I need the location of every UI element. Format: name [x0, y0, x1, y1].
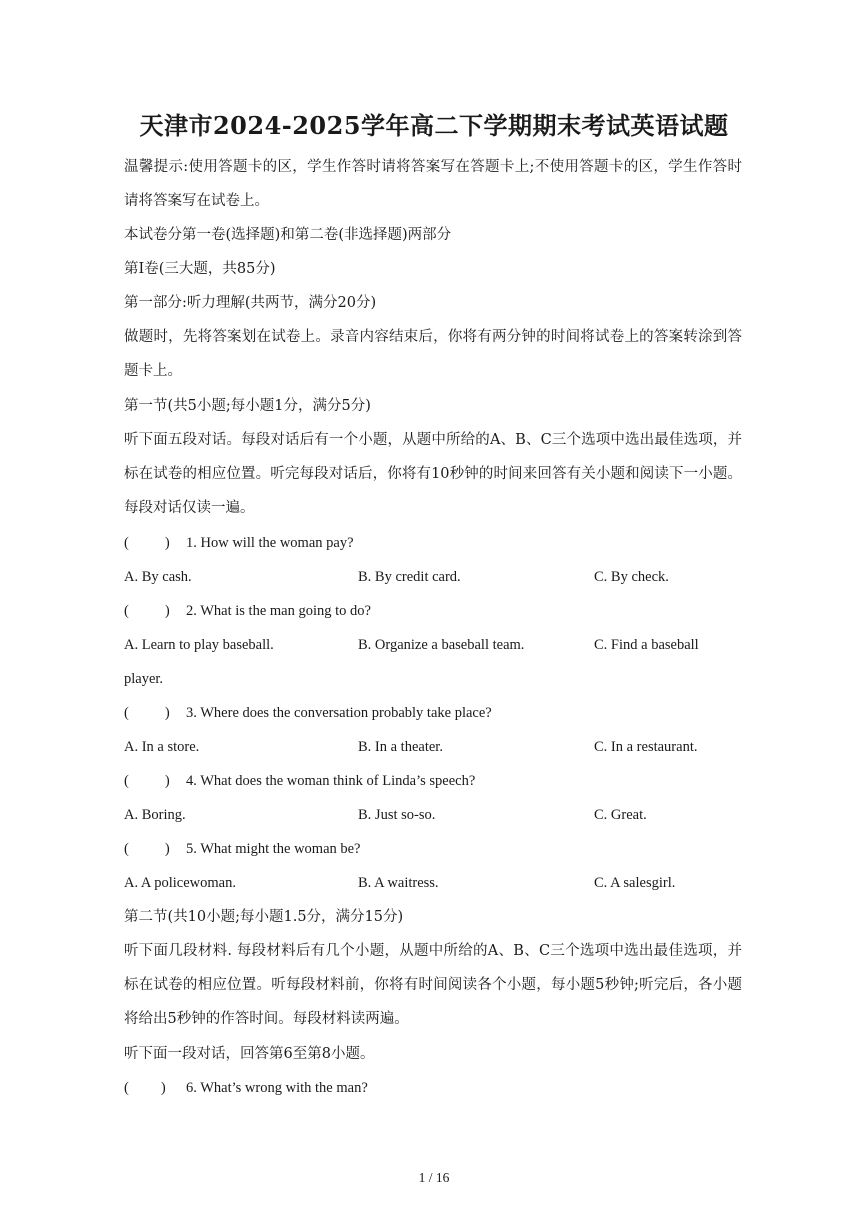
answer-blank[interactable]: ( ): [124, 535, 170, 551]
structure-text: 本试卷分第一卷(选择题)和第二卷(非选择题)两部分: [124, 227, 452, 243]
question-6: ( ) 6. What’s wrong with the man?: [124, 1080, 368, 1096]
page-number: 1 / 16: [418, 1170, 450, 1185]
option-b: B. A waitress.: [358, 875, 439, 891]
option-c-continued: player.: [124, 671, 164, 687]
answer-blank[interactable]: ( ): [124, 773, 170, 789]
part1-heading: 第一部分:听力理解(共两节，满分20分): [124, 295, 377, 311]
page-title: 天津市2024-2025学年高二下学期期末考试英语试题: [139, 111, 729, 140]
answer-blank[interactable]: ( ): [124, 841, 170, 857]
option-b: B. Organize a baseball team.: [358, 637, 525, 653]
question-1: ( ) 1. How will the woman pay?: [124, 535, 354, 551]
answer-blank[interactable]: ( ): [124, 603, 170, 619]
section1-instructions: 听下面五段对话。每段对话后有一个小题，从题中所给的A、B、C三个选项中选出最佳选项，并标在试卷的相应位置。听完每段对话后，你将有10秒钟的时间来回答有关小题和阅读下一小题。每段对话仅读一遍。: [124, 432, 742, 516]
question-5: ( ) 5. What might the woman be?: [124, 841, 361, 857]
option-c: C. In a restaurant.: [594, 739, 698, 755]
option-a: A. Boring.: [124, 807, 186, 823]
option-b: B. By credit card.: [358, 569, 461, 585]
volume-heading: 第Ⅰ卷(三大题，共85分): [124, 261, 276, 277]
option-b: B. Just so-so.: [358, 807, 436, 823]
option-b: B. In a theater.: [358, 739, 443, 755]
notice-text: 温馨提示:使用答题卡的区，学生作答时请将答案写在答题卡上;不使用答题卡的区，学生作答时请将答案写在试卷上。: [124, 159, 742, 209]
option-c: C. Find a baseball: [594, 637, 699, 653]
question-4: ( ) 4. What does the woman think of Linda’s speech?: [124, 773, 476, 789]
section2-instructions: 听下面几段材料. 每段材料后有几个小题，从题中所给的A、B、C三个选项中选出最佳选项，并标在试卷的相应位置。听每段材料前，你将有时间阅读各个小题，每小题5秒钟;听完后，各小题将给出5秒钟的作答时间。每段材料读两遍。: [124, 943, 742, 1027]
option-a: A. A policewoman.: [124, 875, 236, 891]
option-c: C. A salesgirl.: [594, 875, 676, 891]
section2-subinstruction: 听下面一段对话，回答第6至第8小题。: [124, 1046, 375, 1062]
part1-instructions: 做题时，先将答案划在试卷上。录音内容结束后，你将有两分钟的时间将试卷上的答案转涂到答题卡上。: [124, 329, 742, 379]
question-2: ( ) 2. What is the man going to do?: [124, 603, 371, 619]
option-a: A. In a store.: [124, 739, 200, 755]
option-a: A. By cash.: [124, 569, 192, 585]
question-3: ( ) 3. Where does the conversation probably take place?: [124, 705, 492, 721]
section1-heading: 第一节(共5小题;每小题1分，满分5分): [124, 398, 371, 414]
answer-blank[interactable]: ( ): [124, 1080, 166, 1096]
option-a: A. Learn to play baseball.: [124, 637, 274, 653]
option-c: C. Great.: [594, 807, 647, 823]
section2-heading: 第二节(共10小题;每小题1.5分，满分15分): [124, 909, 404, 925]
answer-blank[interactable]: ( ): [124, 705, 170, 721]
option-c: C. By check.: [594, 569, 669, 585]
